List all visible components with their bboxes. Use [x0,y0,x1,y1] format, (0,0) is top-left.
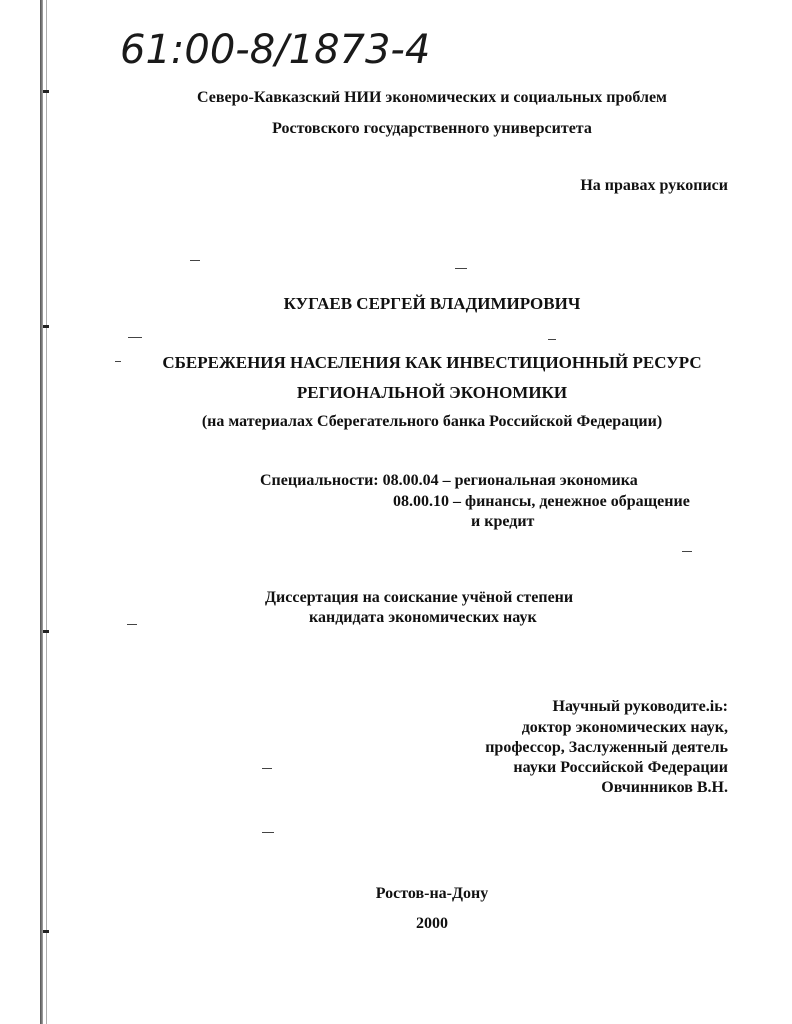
archive-number-text: 61:00-8/1873-4 [120,27,431,73]
supervisor-name: Овчинников В.Н. [601,779,728,796]
dissertation-line-1: Диссертация на соискание учёной степени [265,589,574,606]
specialty-line-3: и кредит [471,513,535,530]
scan-speck [548,339,556,340]
specialty-line-2: 08.00.10 – финансы, денежное обращение [393,493,690,510]
scan-speck [190,260,200,261]
dissertation-line-2: кандидата экономических наук [309,609,537,626]
handwritten-archive-number [120,8,520,88]
scan-speck [682,551,692,552]
scan-binding-edge [40,0,43,1024]
scan-speck [128,337,142,338]
institution-line-2: Ростовского государственного университета [272,120,592,137]
supervisor-rank: профессор, Заслуженный деятель [485,739,728,756]
scan-speck [262,768,272,769]
scan-mark [43,325,49,328]
scan-mark [43,630,49,633]
scan-speck [455,268,467,269]
supervisor-degree: доктор экономических наук, [521,719,728,736]
title-line-2: РЕГИОНАЛЬНОЙ ЭКОНОМИКИ [296,383,568,402]
year: 2000 [416,915,448,932]
specialty-line-1: Специальности: 08.00.04 – региональная экономика [260,472,638,489]
title-line-1: СБЕРЕЖЕНИЯ НАСЕЛЕНИЯ КАК ИНВЕСТИЦИОННЫЙ РЕСУРС [162,353,702,372]
scan-speck [262,832,274,833]
place: Ростов-на-Дону [375,885,489,902]
scan-speck [127,624,137,625]
institution-line-1: Северо-Кавказский НИИ экономических и социальных проблем [197,89,667,106]
title-subtitle: (на материалах Сберегательного банка Российской Федерации) [201,413,663,430]
rights-note: На правах рукописи [580,177,728,194]
author-name: КУГАЕВ СЕРГЕЙ ВЛАДИМИРОВИЧ [283,294,581,313]
scan-binding-line [46,0,47,1024]
supervisor-title: Научный руководите.іь: [552,698,728,715]
supervisor-rank-cont: науки Российской Федерации [513,759,728,776]
